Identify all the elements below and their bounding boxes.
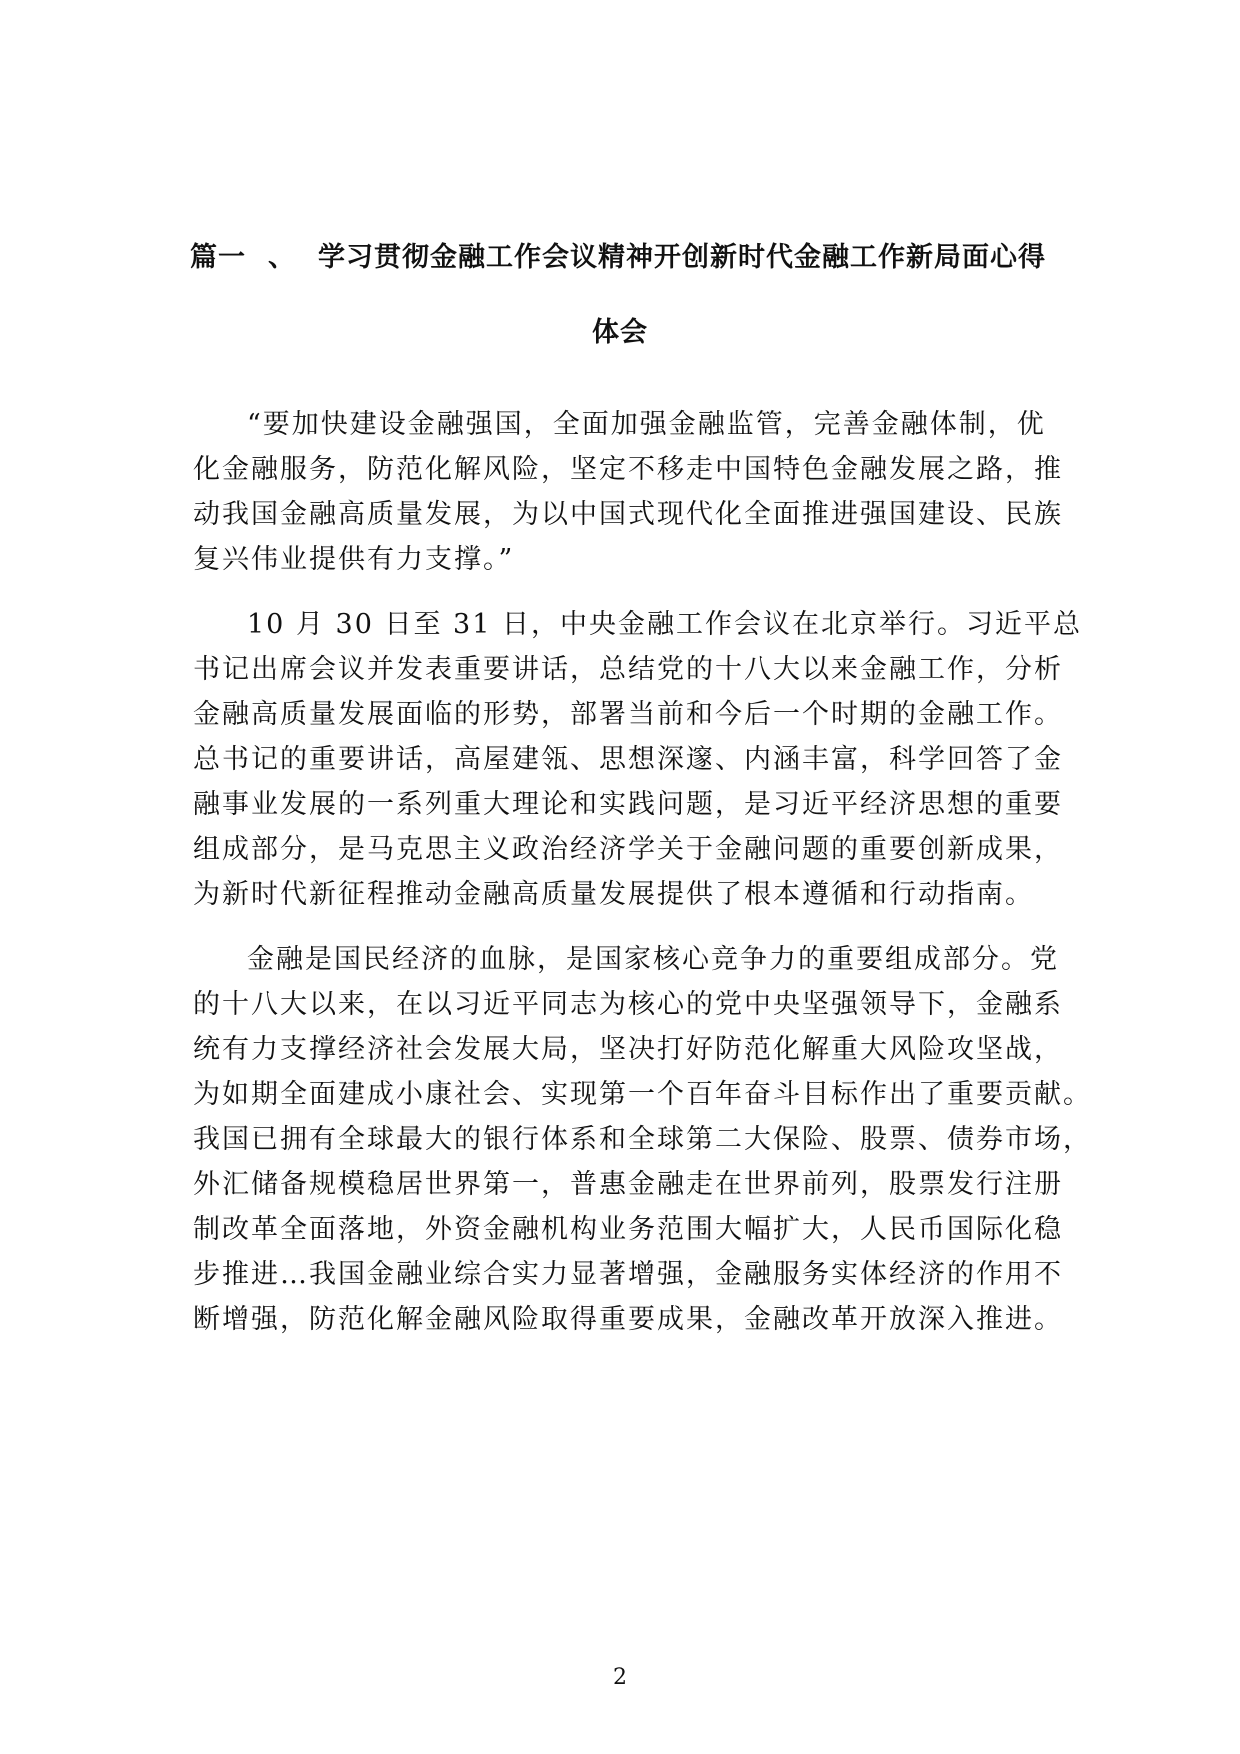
paragraph-line: 书记出席会议并发表重要讲话，总结党的十八大以来金融工作，分析 (193, 654, 1063, 685)
paragraph-line: 外汇储备规模稳居世界第一，普惠金融走在世界前列，股票发行注册 (193, 1169, 1063, 1200)
paragraph-line: 步推进…我国金融业综合实力显著增强，金融服务实体经济的作用不 (193, 1259, 1063, 1290)
paragraph-line: 复兴伟业提供有力支撑。” (193, 544, 515, 575)
paragraph-line: “要加快建设金融强国，全面加强金融监管，完善金融体制，优 (247, 409, 1046, 440)
paragraph-line: 制改革全面落地，外资金融机构业务范围大幅扩大，人民币国际化稳 (193, 1214, 1063, 1245)
paragraph-line: 总书记的重要讲话，高屋建瓴、思想深邃、内涵丰富，科学回答了金 (193, 744, 1063, 775)
paragraph-line: 10 月 30 日至 31 日，中央金融工作会议在北京举行。习近平总 (247, 609, 1082, 640)
title-prefix: 篇一 (190, 242, 246, 273)
paragraph-line: 融事业发展的一系列重大理论和实践问题，是习近平经济思想的重要 (193, 789, 1063, 820)
document-title (190, 235, 1050, 274)
title-text-line-2: 体会 (592, 317, 648, 348)
paragraph-line: 统有力支撑经济社会发展大局，坚决打好防范化解重大风险攻坚战， (193, 1034, 1063, 1065)
paragraph-line: 化金融服务，防范化解风险，坚定不移走中国特色金融发展之路，推 (193, 454, 1063, 485)
title-separator: 、 (268, 242, 296, 273)
paragraph-line: 断增强，防范化解金融风险取得重要成果，金融改革开放深入推进。 (193, 1304, 1063, 1335)
paragraph-line: 为如期全面建成小康社会、实现第一个百年奋斗目标作出了重要贡献。 (193, 1079, 1092, 1110)
paragraph-line: 为新时代新征程推动金融高质量发展提供了根本遵循和行动指南。 (193, 879, 1034, 910)
paragraph-line: 我国已拥有全球最大的银行体系和全球第二大保险、股票、债券市场， (193, 1124, 1092, 1155)
paragraph-line: 的十八大以来，在以习近平同志为核心的党中央坚强领导下，金融系 (193, 989, 1063, 1020)
paragraph-line: 动我国金融高质量发展，为以中国式现代化全面推进强国建设、民族 (193, 499, 1063, 530)
paragraph-line: 金融高质量发展面临的形势，部署当前和今后一个时期的金融工作。 (193, 699, 1063, 730)
paragraph-line: 金融是国民经济的血脉，是国家核心竞争力的重要组成部分。党 (247, 944, 1059, 975)
title-text-line-1: 学习贯彻金融工作会议精神开创新时代金融工作新局面心得 (318, 242, 1046, 273)
page-number: 2 (613, 1665, 627, 1690)
paragraph-line: 组成部分，是马克思主义政治经济学关于金融问题的重要创新成果， (193, 834, 1063, 865)
